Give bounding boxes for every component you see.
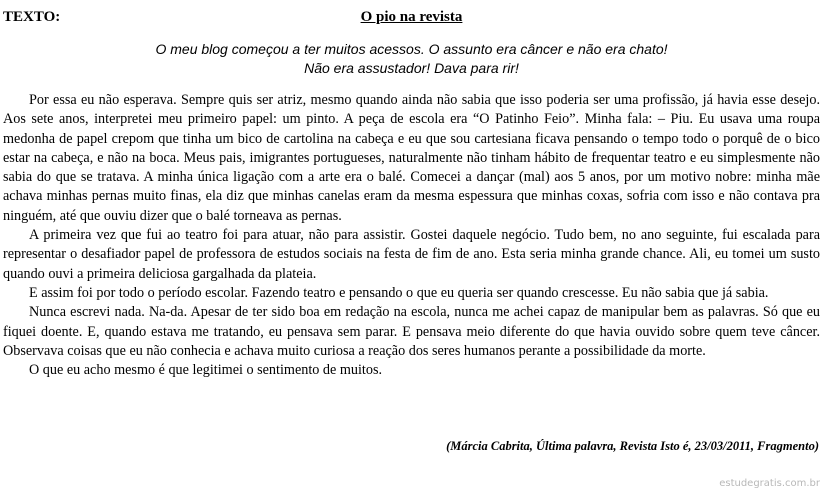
text-label: TEXTO:: [3, 9, 61, 25]
epigraph-line: O meu blog começou a ter muitos acessos. O assunto era câncer e não era chato!: [155, 41, 668, 57]
document-title: O pio na revista: [360, 9, 463, 25]
paragraph: A primeira vez que fui ao teatro foi para atuar, não para assistir. Gostei daquele negócio. Tudo bem, no ano seguinte, fui escalada para representar o desafiador papel de professora de estudos sociais na festa de fim de ano. Esta seria minha grande chance. Ali, eu tomei um susto quando ouvi a primeira deliciosa gargalhada da plateia.: [3, 227, 820, 282]
paragraph: Nunca escrevi nada. Na-da. Apesar de ter sido boa em redação na escola, nunca me achei capaz de manipular bem as palavras. Só que eu fiquei doente. E, quando estava me tratando, eu pensava sem parar. E pensava meio diferente do que havia ouvido sobre quem teve câncer. Observava coisas que eu não conhecia e achava muito curiosa a reação dos seres humanos perante a possibilidade da morte.: [3, 304, 820, 359]
paragraph: E assim foi por todo o período escolar. Fazendo teatro e pensando o que eu queria ser quando crescesse. Eu não sabia que já sabia.: [29, 284, 769, 301]
epigraph: [0, 40, 823, 78]
source-citation: (Márcia Cabrita, Última palavra, Revista Isto é, 23/03/2011, Fragmento): [446, 439, 819, 453]
paragraph: O que eu acho mesmo é que legitimei o sentimento de muitos.: [29, 362, 383, 379]
paragraph: Por essa eu não esperava. Sempre quis ser atriz, mesmo quando ainda não sabia que isso poderia ser uma profissão, já havia esse desejo. Aos sete anos, interpretei meu primeiro papel: um pinto. A peça de escola era “O Patinho Feio”. Minha fala: – Piu. Eu usava uma roupa medonha de papel crepom que tinha um bico de cartolina na cabeça e eu que sou cartesiana ficava pensando o tempo todo o porquê de o bico estar na cabeça, e não na boca. Meus pais, imigrantes portugueses, naturalmente não tinham hábito de frequentar teatro e eu simplesmente não sabia do que se tratava. A minha única ligação com a arte era o balé. Comecei a dançar (mal) aos 5 anos, por um motivo nobre: minha mãe achava minhas pernas muito finas, ela diz que minhas canelas eram da mesma espessura que minhas coxas, sofria com isso e não contava pra ninguém, até que ouviu dizer que o balé torneava as pernas.: [3, 92, 820, 224]
epigraph-line: Não era assustador! Dava para rir!: [304, 60, 519, 76]
body-text: [3, 91, 820, 380]
watermark: estudegratis.com.br: [719, 478, 820, 489]
